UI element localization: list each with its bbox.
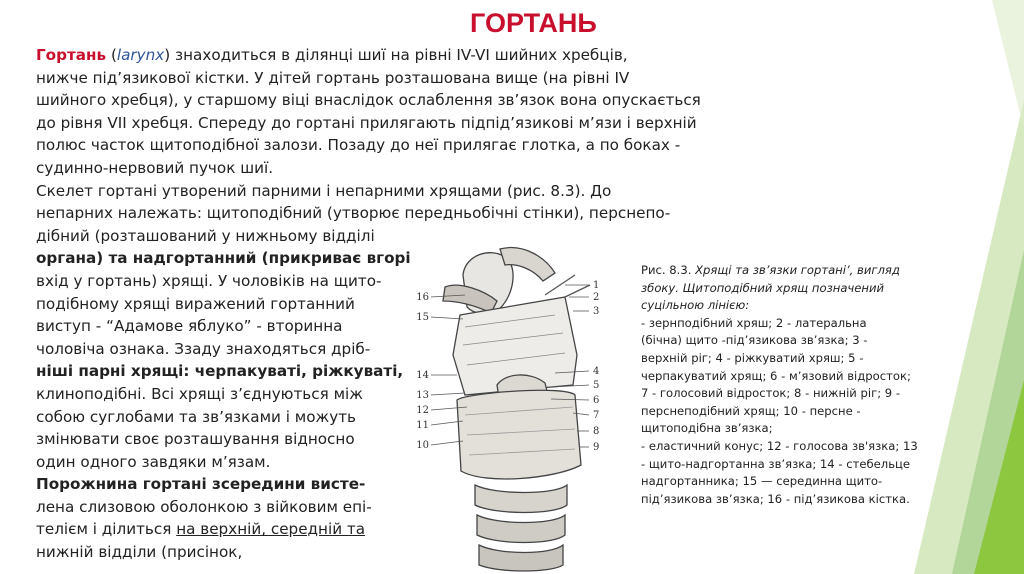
text-line: судинно-нервовий пучок шиї.: [36, 158, 274, 177]
text-line: виступ - “Адамове яблуко” - вторинна: [36, 317, 343, 336]
figure-label: 4: [593, 366, 600, 377]
text-line: нижній відділи (присінок,: [36, 543, 243, 562]
caption-line: під’язикова зв’язка; 16 - під’язикова кістка.: [641, 491, 910, 506]
figure-label: 6: [593, 395, 600, 406]
figure-caption: [641, 262, 971, 508]
figure-label: 15: [416, 312, 429, 323]
term-larynx: Гортань: [36, 46, 107, 64]
text-line: полюс часток щитоподібної залози. Позаду до неї прилягає глотка, а по боках -: [36, 136, 681, 155]
text-line: органа) та надгортанний (прикриває вгорі: [36, 249, 411, 268]
caption-line: Рис. 8.3. Хрящі та зв’язки гортані’, вигляд: [641, 263, 900, 277]
text-line: лена слизовою оболонкою з війковим епі-: [36, 497, 372, 516]
caption-line: верхній ріг; 4 - ріжкуватий хряш; 5 -: [641, 350, 864, 365]
figure-label: 13: [416, 390, 429, 401]
text-line: клиноподібні. Всі хрящі з’єднуються між: [36, 384, 363, 403]
figure-label: 14: [416, 370, 429, 381]
text-line: ніші парні хрящі: черпакуваті, ріжкуваті,: [36, 362, 404, 381]
figure-label: 9: [593, 442, 600, 453]
figure-label: 3: [593, 306, 600, 317]
caption-line: щитоподібна зв’язка;: [641, 421, 773, 436]
deco-triangle-top: [992, 0, 1024, 130]
text-line-with-underline: телієм і ділиться на верхній, середній та: [36, 520, 366, 539]
figure-label: 11: [416, 420, 429, 431]
caption-line: надгортанника; 15 — серединна щито-: [641, 474, 883, 489]
figure-label: 8: [593, 426, 600, 437]
larynx-drawing: [443, 248, 590, 571]
text-line: до рівня VII хребця. Спереду до гортані прилягають підпід’язикові м’язи і верхній: [36, 113, 697, 132]
figure-label: 12: [416, 405, 429, 416]
figure-label: 2: [593, 292, 600, 303]
caption-line: перснеподібний хрящ; 10 - персне -: [641, 403, 861, 418]
text-line: собою суглобами та зв’язками і можуть: [36, 407, 357, 426]
caption-line: - зернподібний хряш; 2 - латеральна: [641, 315, 867, 330]
figure-label: 10: [416, 440, 429, 451]
larynx-illustration: [405, 235, 625, 574]
text-line: один одного завдяки м’язам.: [36, 452, 271, 471]
figure-label: 1: [593, 280, 600, 291]
figure-label: 5: [593, 380, 600, 391]
text-line: вхід у гортань) хрящі. У чоловіків на щито-: [36, 271, 382, 290]
caption-line: - щито-надгортанна зв’язка; 14 - стебельце: [641, 456, 911, 471]
caption-line: - еластичний конус; 12 - голосова зв'язка; 13: [641, 438, 918, 453]
page-title: ГОРТАНЬ: [470, 8, 597, 38]
caption-line: (бічна) щито -під’язикова зв’язка; 3 -: [641, 333, 868, 348]
text-line: Порожнина гортані зсередини висте-: [36, 475, 366, 494]
text-line: чоловіча ознака. Ззаду знаходяться дріб-: [36, 339, 371, 358]
figure-label: 16: [416, 292, 429, 303]
text-line: подібному хрящі виражений гортанний: [36, 294, 355, 313]
text-line: шийного хребця), у старшому віці внаслідок ослаблення зв’язок вона опускається: [36, 91, 701, 110]
caption-line: суцільною лінією:: [641, 298, 750, 313]
caption-line: збоку. Щитоподібний хрящ позначений: [641, 280, 885, 295]
figure-label: 7: [593, 410, 600, 421]
figure-labels-right: [593, 280, 599, 453]
latin-term: larynx: [116, 46, 165, 64]
caption-line: 7 - голосовий відросток; 8 - нижній ріг; 9 -: [641, 386, 901, 401]
text-line: непарних належать: щитоподібний (утворює передньобічні стінки), перснепо-: [36, 204, 671, 223]
underlined-phrase: на верхній, середній та: [176, 520, 366, 539]
text-line: Скелет гортані утворений парними і непарними хрящами (рис. 8.3). До: [36, 181, 612, 200]
text-line: дібний (розташований у нижньому відділі: [36, 226, 375, 245]
text-line: змінювати своє розташування відносно: [36, 430, 355, 449]
paragraph-1-line-1: Гортань (larynx) знаходиться в ділянці шиї на рівні IV-VI шийних хребців,: [36, 46, 628, 64]
caption-line: черпакуватий хрящ; 6 - м’язовий відросток;: [641, 368, 911, 383]
text-line: нижче під’язикової кістки. У дітей гортань розташована вище (на рівні IV: [36, 68, 630, 87]
figure-labels-left: [416, 292, 429, 451]
body-text: [36, 44, 736, 564]
